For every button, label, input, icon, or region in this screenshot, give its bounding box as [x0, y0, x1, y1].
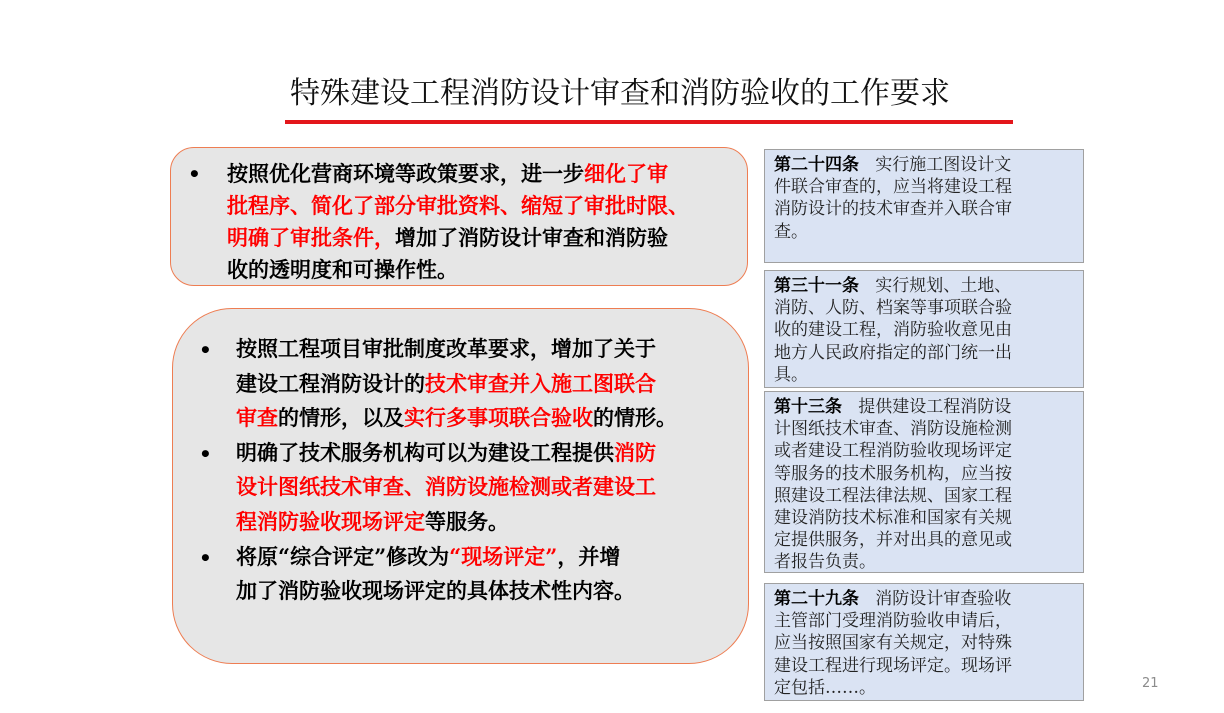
bullet-marker: •	[199, 338, 212, 362]
article-line: 应当按照国家有关规定，对特殊	[774, 633, 1012, 654]
title-underline	[285, 120, 1013, 124]
article-number: 第二十九条	[774, 589, 859, 609]
article-29-line-1: 第二十九条 消防设计审查验收	[774, 589, 1012, 609]
summary-1-line-3: 明确了审批条件，增加了消防设计审查和消防验	[227, 225, 668, 250]
article-number: 第三十一条	[774, 276, 859, 296]
summary-2-line-3: 审查的情形，以及实行多事项联合验收的情形。	[236, 405, 677, 431]
article-box-31	[764, 270, 1084, 388]
article-number: 第二十四条	[774, 155, 859, 175]
summary-2-line-8: 加了消防验收现场评定的具体技术性内容。	[236, 578, 635, 604]
summary-box-1	[170, 147, 748, 286]
article-line: 件联合审查的，应当将建设工程	[774, 177, 1012, 198]
article-line: 主管部门受理消防验收申请后，	[774, 611, 1012, 632]
summary-box-2	[172, 308, 749, 664]
article-box-29	[764, 583, 1084, 701]
article-line: 收的建设工程，消防验收意见由	[774, 320, 1012, 341]
article-line: 查。	[774, 221, 808, 242]
article-31-line-1: 第三十一条 实行规划、土地、	[774, 276, 1012, 296]
article-line: 建设工程进行现场评定。现场评	[774, 655, 1012, 676]
article-line: 者报告负责。	[774, 552, 876, 573]
article-line: 建设消防技术标准和国家有关规	[774, 508, 1012, 529]
summary-2-line-4: 明确了技术服务机构可以为建设工程提供消防	[236, 439, 656, 465]
bullet-marker: •	[199, 546, 212, 570]
article-line: 等服务的技术服务机构，应当按	[774, 463, 1012, 484]
summary-2-line-7: 将原“综合评定”修改为“现场评定”，并增	[236, 543, 621, 569]
article-13-line-1: 第十三条 提供建设工程消防设	[774, 397, 1012, 417]
article-line: 计图纸技术审查、消防设施检测	[774, 419, 1012, 440]
summary-2-line-6: 程消防验收现场评定等服务。	[236, 509, 509, 534]
summary-1-line-2: 批程序、简化了部分审批资料、缩短了审批时限、	[227, 193, 689, 218]
bullet-marker: •	[188, 162, 201, 186]
page-title: 特殊建设工程消防设计审查和消防验收的工作要求	[290, 76, 950, 111]
article-line: 具。	[774, 364, 808, 385]
article-line: 定提供服务，并对出具的意见或	[774, 530, 1012, 551]
article-line: 地方人民政府指定的部门统一出	[774, 342, 1012, 363]
bullet-marker: •	[199, 442, 212, 466]
summary-2-line-5: 设计图纸技术审查、消防设施检测或者建设工	[236, 474, 656, 500]
summary-1-line-1: 按照优化营商环境等政策要求，进一步细化了审	[227, 161, 668, 186]
article-line: 定包括……。	[774, 677, 876, 698]
article-box-13	[764, 391, 1084, 573]
summary-2-line-2: 建设工程消防设计的技术审查并入施工图联合	[236, 370, 656, 396]
article-24-line-1: 第二十四条 实行施工图设计文	[774, 155, 1012, 175]
article-line: 照建设工程法律法规、国家工程	[774, 485, 1012, 506]
article-number: 第十三条	[774, 397, 842, 417]
article-line: 消防、人防、档案等事项联合验	[774, 298, 1012, 319]
summary-2-line-1: 按照工程项目审批制度改革要求，增加了关于	[236, 336, 656, 361]
summary-1-line-4: 收的透明度和可操作性。	[227, 257, 458, 282]
article-line: 消防设计的技术审查并入联合审	[774, 199, 1012, 220]
article-box-24	[764, 149, 1084, 263]
page-number: 21	[1142, 676, 1159, 691]
article-line: 或者建设工程消防验收现场评定	[774, 441, 1012, 462]
